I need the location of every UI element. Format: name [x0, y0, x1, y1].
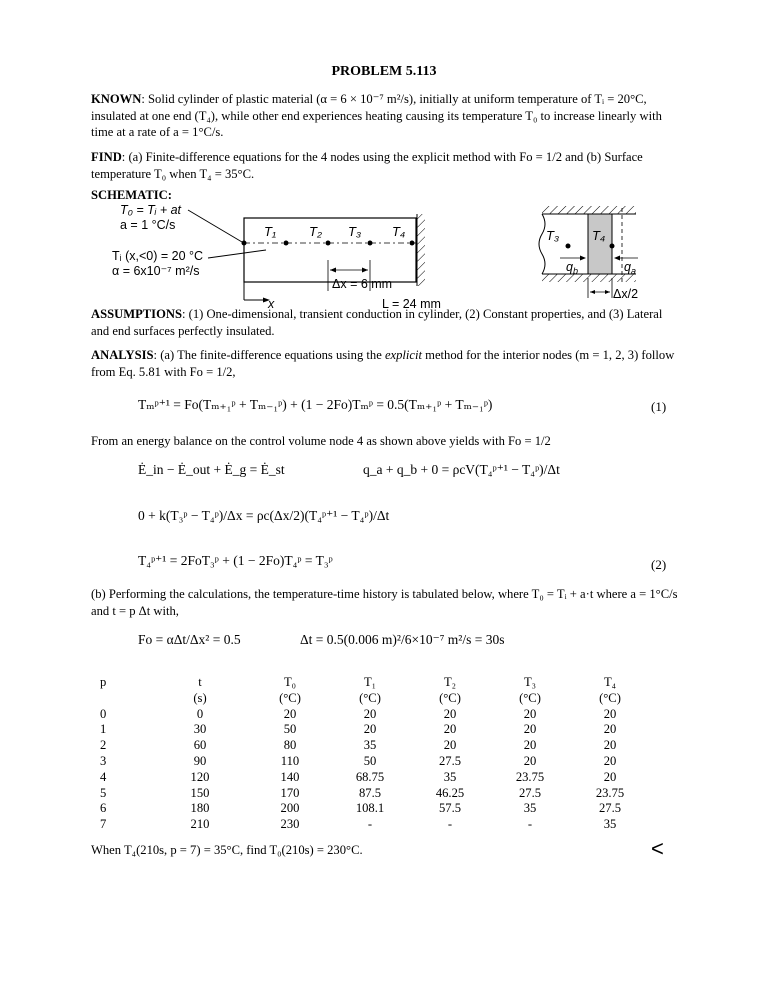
table-cell: 6 — [100, 801, 107, 816]
table-cell: 20 — [523, 722, 537, 737]
table-cell: 90 — [193, 753, 207, 768]
node-t0 — [242, 241, 247, 246]
table-row — [100, 801, 650, 817]
table-cell: - — [527, 817, 533, 832]
table-cell: 20 — [523, 706, 537, 721]
table-cell: 35 — [603, 817, 617, 832]
known-paragraph — [91, 91, 681, 141]
explicit-word: explicit — [384, 348, 423, 362]
schematic-diagram — [90, 198, 690, 310]
table-cell: - — [447, 817, 453, 832]
table-cell: 150 — [190, 785, 210, 800]
table-cell: 180 — [190, 801, 210, 816]
table-cell: 20 — [363, 706, 377, 721]
find-paragraph — [91, 149, 681, 182]
table-cell: (°C) — [439, 690, 461, 705]
length-label: L = 24 mm — [382, 297, 441, 310]
node-label-t1: T₁ — [264, 224, 277, 239]
table-cell: 20 — [603, 722, 617, 737]
table-cell: 23.75 — [515, 769, 545, 784]
node-label-t2: T₂ — [309, 224, 322, 239]
table-cell — [100, 691, 150, 707]
temperature-history-table — [100, 675, 650, 833]
table-cell: 27.5 — [518, 785, 542, 800]
node-label-t3: T₃ — [348, 224, 362, 239]
analysis-paragraph: ANALYSIS: (a) The finite-difference equations using the explicit method for the interior nodes (m = 1, 2, 3) follow from Eq. 5.81 with Fo = 1/2, — [91, 348, 675, 379]
table-cell: 20 — [523, 738, 537, 753]
table-cell: 30 — [193, 722, 207, 737]
known-label: KNOWN — [91, 92, 142, 106]
equation-2-number: (2) — [651, 557, 667, 572]
analysis-label: ANALYSIS — [91, 348, 154, 362]
table-cell: T₃ — [523, 675, 537, 689]
table-cell: T₁ — [363, 675, 377, 689]
table-cell: 35 — [363, 738, 377, 753]
equation-1: Tₘᵖ⁺¹ = Fo(Tₘ₊₁ᵖ + Tₘ₋₁ᵖ) + (1 − 2Fo)Tₘᵖ = 0.5(Tₘ₊₁ᵖ + Tₘ₋₁ᵖ) — [138, 397, 493, 412]
table-cell: 27.5 — [438, 753, 462, 768]
node-label-t4: T₄ — [392, 224, 406, 239]
table-cell: 20 — [523, 753, 537, 768]
table-cell: 27.5 — [598, 801, 622, 816]
node-t2 — [326, 241, 331, 246]
table-cell: 57.5 — [438, 801, 462, 816]
ti-label: Tᵢ (x,<0) = 20 °C — [112, 249, 204, 263]
table-units-row — [100, 691, 650, 707]
fourier-number-equation: Fo = αΔt/Δx² = 0.5 — [138, 632, 241, 647]
table-row — [100, 754, 650, 770]
table-cell: 20 — [443, 706, 457, 721]
table-cell: 50 — [363, 753, 377, 768]
table-cell: 20 — [363, 722, 377, 737]
table-cell: 20 — [603, 706, 617, 721]
qb-label: $q_b$ — [566, 260, 578, 276]
table-cell: 20 — [603, 769, 617, 784]
table-cell: 20 — [603, 753, 617, 768]
table-cell: 20 — [443, 738, 457, 753]
table-cell: 200 — [280, 801, 300, 816]
energy-balance-equation: Ė_in − Ė_out + Ė_g = Ė_st — [138, 462, 285, 477]
table-cell: 4 — [100, 769, 107, 784]
table-cell: (°C) — [599, 690, 621, 705]
table-cell: 46.25 — [435, 785, 465, 800]
table-cell: 5 — [100, 785, 107, 800]
schematic-label: SCHEMATIC — [91, 188, 168, 202]
node-t1 — [284, 241, 289, 246]
control-volume-node4 — [588, 214, 612, 274]
node-t4 — [410, 241, 415, 246]
table-cell: T₂ — [443, 675, 457, 689]
equation-1-number: (1) — [651, 399, 667, 414]
table-cell: 7 — [100, 817, 107, 832]
schematic-heading: SCHEMATIC: — [91, 188, 172, 202]
table-cell: (°C) — [359, 690, 381, 705]
table-cell: 230 — [280, 817, 300, 832]
table-cell: 50 — [283, 722, 297, 737]
node-t3 — [368, 241, 373, 246]
table-cell: 87.5 — [358, 785, 382, 800]
problem-title: PROBLEM 5.113 — [331, 64, 437, 79]
table-cell: 20 — [443, 722, 457, 737]
table-row — [100, 722, 650, 738]
assumptions-label: ASSUMPTIONS — [91, 307, 182, 321]
assumptions-paragraph — [91, 306, 681, 339]
table-cell: 170 — [280, 785, 300, 800]
table-header-row — [100, 675, 650, 691]
equation-2: T₄ᵖ⁺¹ = 2FoT₃ᵖ + (1 − 2Fo)T₄ᵖ = T₃ᵖ — [138, 553, 333, 568]
cv-t4-label: T₄ — [592, 228, 606, 243]
known-text: : Solid cylinder of plastic material (α = 6 × 10⁻⁷ m²/s), initially at uniform temperature of Tᵢ = 20°C, insulated at one end (T₄), while other end experiences heating causing its temperature T₀ to increase linearly with time at a rate of a = 1°C/s. — [91, 92, 662, 139]
table-cell: T₀ — [283, 675, 297, 689]
table-cell: 210 — [190, 817, 210, 832]
table-cell: 35 — [523, 801, 537, 816]
find-label: FIND — [91, 150, 122, 164]
table-row — [100, 817, 650, 833]
table-cell: t — [198, 675, 202, 689]
table-row — [100, 770, 650, 786]
table-cell: 140 — [280, 769, 300, 784]
dx-label: Δx = 6 mm — [332, 277, 393, 291]
table-cell: 20 — [603, 738, 617, 753]
alpha-label: α = 6x10⁻⁷ m²/s — [112, 264, 200, 278]
t0-label: T₀ = Tᵢ + at — [120, 203, 182, 217]
x-label: x — [268, 297, 275, 310]
table-cell: 120 — [190, 769, 210, 784]
find-text: : (a) Finite-difference equations for the 4 nodes using the explicit method with Fo = 1/2 and (b) Surface temperature T₀ when T₄ = 35°C. — [91, 150, 643, 181]
rate-label: a = 1 °C/s — [120, 218, 176, 232]
table-cell: 110 — [280, 753, 300, 768]
table-row — [100, 738, 650, 754]
table-row — [100, 707, 650, 723]
table-cell: - — [367, 817, 373, 832]
table-cell: (s) — [193, 690, 207, 705]
part-b-text: (b) Performing the calculations, the temperature-time history is tabulated below, where T₀ = Tᵢ + a·t where a = 1°C/s and t = p Δt with, — [91, 587, 678, 618]
table-cell: p — [100, 675, 107, 689]
assumptions-text: : (1) One-dimensional, transient conduction in cylinder, (2) Constant properties, and (3) Lateral and end surfaces perfectly insulated. — [91, 307, 663, 338]
time-step-equation: Δt = 0.5(0.006 m)²/6×10⁻⁷ m²/s = 30s — [300, 632, 505, 647]
table-cell: 23.75 — [595, 785, 625, 800]
table-row — [100, 786, 650, 802]
energy-balance-text: From an energy balance on the control volume node 4 as shown above yields with Fo = 1/2 — [91, 434, 551, 448]
table-cell: 0 — [196, 706, 204, 721]
table-cell: (°C) — [279, 690, 301, 705]
table-cell: (°C) — [519, 690, 541, 705]
table-cell: 2 — [100, 738, 107, 753]
node4-balance-equation: q_a + q_b + 0 = ρcV(T₄ᵖ⁺¹ − T₄ᵖ)/Δt — [363, 462, 560, 477]
table-cell: 68.75 — [355, 769, 385, 784]
table-cell: 60 — [193, 738, 207, 753]
table-cell: 0 — [100, 706, 107, 721]
table-cell: 3 — [100, 753, 107, 768]
qa-label: $q_a$ — [624, 260, 636, 276]
table-cell: T₄ — [603, 675, 617, 689]
table-cell: 108.1 — [355, 801, 385, 816]
table-cell: 1 — [100, 722, 107, 737]
cv-t3-label: T₃ — [546, 228, 560, 243]
table-cell: 35 — [443, 769, 457, 784]
node4-expanded-equation: 0 + k(T₃ᵖ − T₄ᵖ)/Δx = ρc(Δx/2)(T₄ᵖ⁺¹ − T₄ᵖ)/Δt — [138, 508, 390, 523]
answer-marker: < — [651, 836, 664, 861]
table-cell: 80 — [283, 738, 297, 753]
half-dx-label: Δx/2 — [613, 287, 639, 301]
final-result: When T₄(210s, p = 7) = 35°C, find T₀(210s) = 230°C. — [91, 843, 363, 857]
table-cell: 20 — [283, 706, 297, 721]
